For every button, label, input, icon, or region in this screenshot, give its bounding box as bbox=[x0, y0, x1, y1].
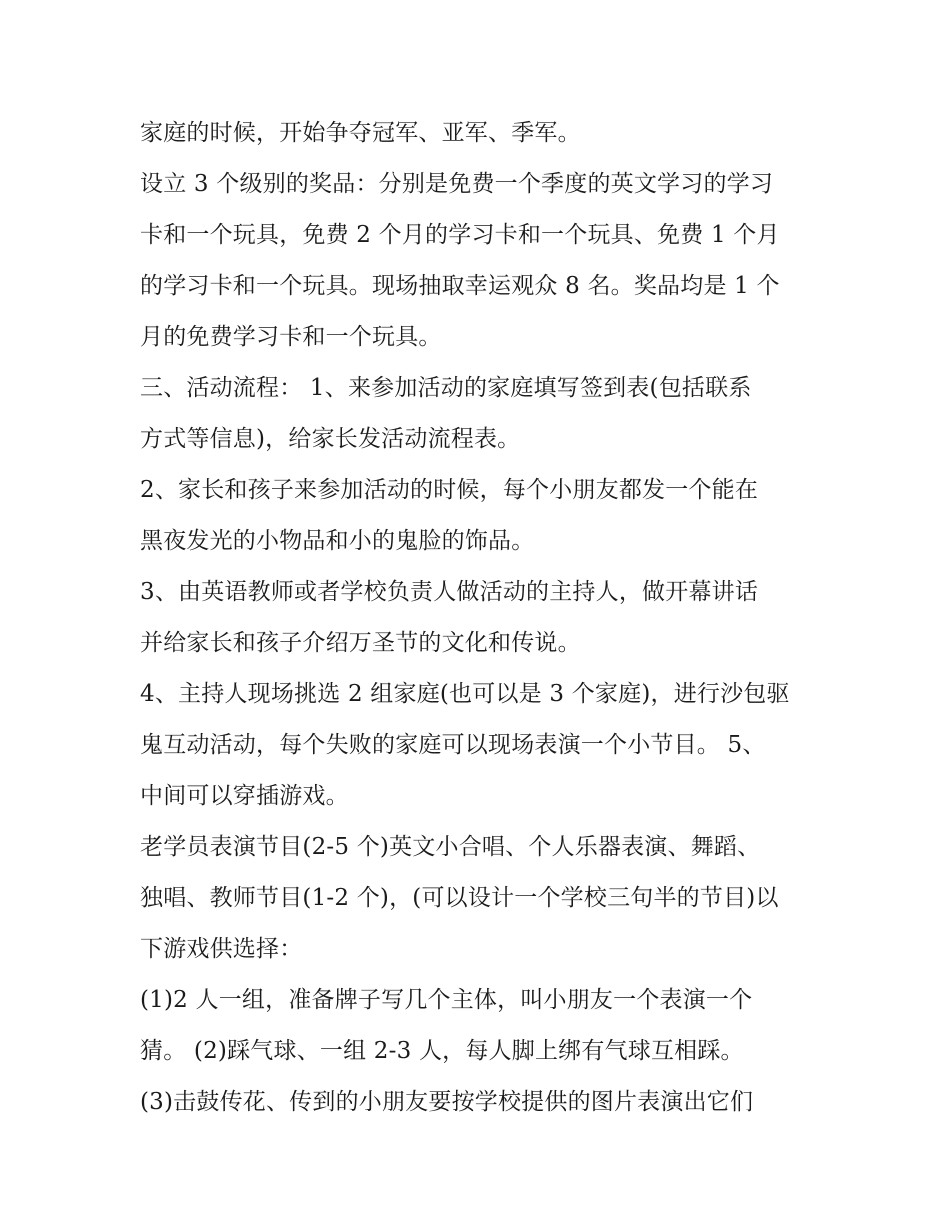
text-line: (3)击鼓传花、传到的小朋友要按学校提供的图片表演出它们 bbox=[140, 1089, 754, 1115]
text-line: 独唱、教师节目(1-2 个)，(可以设计一个学校三句半的节目)以 bbox=[140, 885, 779, 911]
text-line: 4、主持人现场挑选 2 组家庭(也可以是 3 个家庭)，进行沙包驱 bbox=[140, 681, 790, 707]
document-body bbox=[140, 108, 830, 1128]
text-line: 家庭的时候，开始争夺冠军、亚军、季军。 bbox=[140, 120, 581, 146]
text-line: 3、由英语教师或者学校负责人做活动的主持人，做开幕讲话 bbox=[140, 579, 759, 605]
text-line: 设立 3 个级别的奖品：分别是免费一个季度的英文学习的学习 bbox=[140, 171, 774, 197]
text-line: 中间可以穿插游戏。 bbox=[140, 783, 349, 809]
text-line: 老学员表演节目(2-5 个)英文小合唱、个人乐器表演、舞蹈、 bbox=[140, 834, 761, 860]
text-line: 卡和一个玩具，免费 2 个月的学习卡和一个玩具、免费 1 个月 bbox=[140, 222, 780, 248]
text-line: 黑夜发光的小物品和小的鬼脸的饰品。 bbox=[140, 528, 535, 554]
text-line: 月的免费学习卡和一个玩具。 bbox=[140, 324, 442, 350]
text-line: 并给家长和孩子介绍万圣节的文化和传说。 bbox=[140, 630, 581, 656]
text-line: 鬼互动活动，每个失败的家庭可以现场表演一个小节目。 5、 bbox=[140, 732, 766, 758]
text-line: 猜。 (2)踩气球、一组 2-3 人，每人脚上绑有气球互相踩。 bbox=[140, 1038, 744, 1064]
text-line: 2、家长和孩子来参加活动的时候，每个小朋友都发一个能在 bbox=[140, 477, 759, 503]
text-line: (1)2 人一组，准备牌子写几个主体，叫小朋友一个表演一个 bbox=[140, 987, 753, 1013]
text-line: 方式等信息)，给家长发活动流程表。 bbox=[140, 426, 521, 452]
text-line: 的学习卡和一个玩具。现场抽取幸运观众 8 名。奖品均是 1 个 bbox=[140, 273, 780, 299]
text-line: 三、活动流程： 1、来参加活动的家庭填写签到表(包括联系 bbox=[140, 375, 752, 401]
text-line: 下游戏供选择： bbox=[140, 936, 303, 962]
